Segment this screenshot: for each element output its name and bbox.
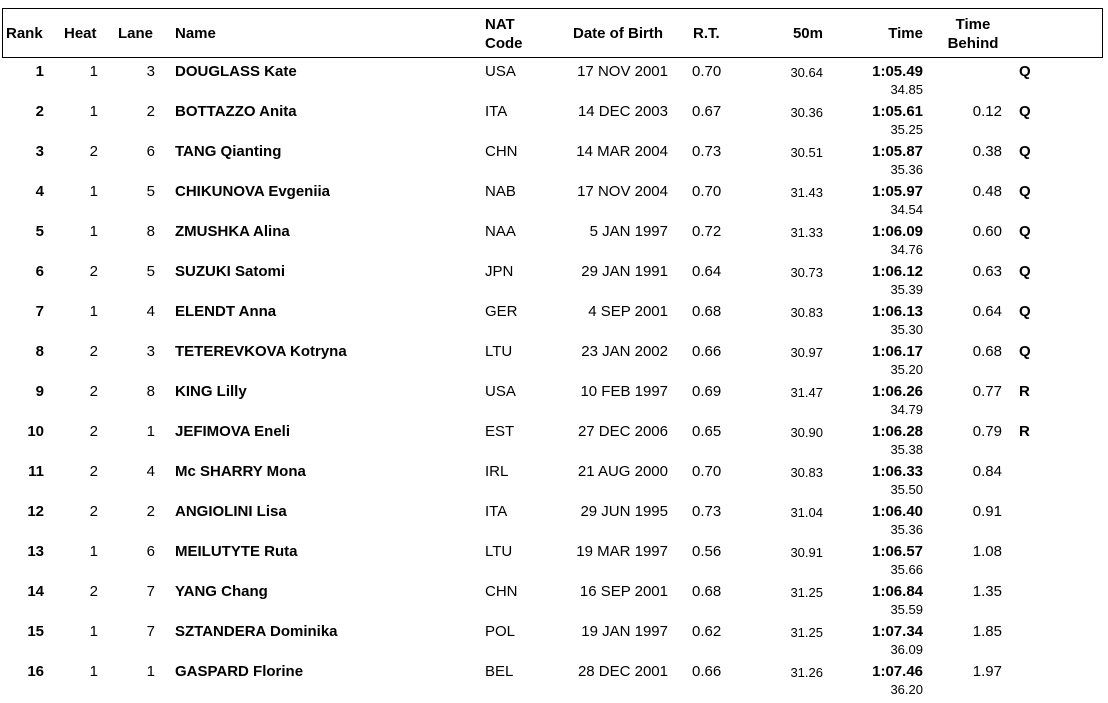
reaction-time: 0.70	[692, 463, 722, 480]
table-row	[0, 300, 1108, 340]
nat-code: IRL	[485, 463, 509, 480]
date-of-birth: 19 MAR 1997	[576, 543, 668, 560]
heat-cell: 2	[89, 503, 98, 520]
table-row	[0, 620, 1108, 660]
time-behind: 1.35	[972, 583, 1002, 600]
athlete-name: ELENDT Anna	[175, 303, 277, 320]
rank-cell: 10	[27, 423, 44, 440]
rank-cell: 3	[35, 143, 44, 160]
split-100m: 35.50	[890, 482, 923, 497]
reaction-time: 0.65	[692, 423, 722, 440]
table-row	[0, 180, 1108, 220]
split-100m: 35.25	[890, 122, 923, 137]
athlete-name: SUZUKI Satomi	[175, 263, 286, 280]
qualification-mark: Q	[1019, 103, 1031, 120]
date-of-birth: 23 JAN 2002	[581, 343, 668, 360]
time-behind: 0.48	[972, 183, 1002, 200]
rank-cell: 15	[27, 623, 44, 640]
nat-code: JPN	[485, 263, 514, 280]
split-50m: 31.25	[790, 625, 823, 640]
rank-cell: 16	[27, 663, 44, 680]
final-time: 1:06.84	[872, 583, 923, 600]
athlete-name: MEILUTYTE Ruta	[175, 543, 298, 560]
final-time: 1:06.57	[872, 543, 923, 560]
heat-cell: 2	[89, 343, 98, 360]
reaction-time: 0.56	[692, 543, 722, 560]
rank-cell: 5	[35, 223, 44, 240]
lane-cell: 8	[146, 383, 155, 400]
split-100m: 34.79	[890, 402, 923, 417]
heat-cell: 1	[89, 303, 98, 320]
heat-cell: 2	[89, 143, 98, 160]
reaction-time: 0.67	[692, 103, 722, 120]
final-time: 1:06.26	[872, 383, 923, 400]
table-row	[0, 220, 1108, 260]
table-row	[0, 460, 1108, 500]
split-100m: 36.20	[890, 682, 923, 697]
lane-cell: 7	[146, 583, 155, 600]
header-behind-line2: Behind	[947, 35, 999, 52]
nat-code: USA	[485, 63, 516, 80]
header-name: Name	[175, 25, 216, 42]
date-of-birth: 17 NOV 2001	[577, 63, 668, 80]
split-50m: 30.91	[790, 545, 823, 560]
date-of-birth: 19 JAN 1997	[581, 623, 668, 640]
nat-code: NAA	[485, 223, 516, 240]
final-time: 1:05.61	[872, 103, 923, 120]
split-100m: 35.36	[890, 162, 923, 177]
nat-code: ITA	[485, 503, 508, 520]
time-behind: 0.84	[972, 463, 1002, 480]
heat-cell: 2	[89, 423, 98, 440]
date-of-birth: 29 JUN 1995	[580, 503, 668, 520]
split-50m: 31.25	[790, 585, 823, 600]
split-50m: 31.33	[790, 225, 823, 240]
date-of-birth: 21 AUG 2000	[577, 463, 668, 480]
reaction-time: 0.70	[692, 63, 722, 80]
table-row	[0, 500, 1108, 540]
table-row	[0, 420, 1108, 460]
time-behind: 0.77	[972, 383, 1002, 400]
rank-cell: 14	[27, 583, 44, 600]
nat-code: CHN	[485, 143, 518, 160]
table-row	[0, 260, 1108, 300]
time-behind: 1.97	[972, 663, 1002, 680]
split-100m: 34.76	[890, 242, 923, 257]
header-time: Time	[888, 25, 923, 42]
heat-cell: 2	[89, 583, 98, 600]
lane-cell: 4	[146, 303, 155, 320]
time-behind: 0.91	[972, 503, 1002, 520]
reaction-time: 0.69	[692, 383, 722, 400]
final-time: 1:05.87	[872, 143, 923, 160]
nat-code: GER	[485, 303, 518, 320]
final-time: 1:06.40	[872, 503, 923, 520]
split-100m: 35.38	[890, 442, 923, 457]
final-time: 1:06.33	[872, 463, 923, 480]
reaction-time: 0.73	[692, 143, 722, 160]
heat-cell: 1	[89, 223, 98, 240]
reaction-time: 0.72	[692, 223, 722, 240]
reaction-time: 0.68	[692, 583, 722, 600]
athlete-name: BOTTAZZO Anita	[175, 103, 297, 120]
time-behind: 0.79	[972, 423, 1002, 440]
heat-cell: 2	[89, 383, 98, 400]
header-lane: Lane	[118, 25, 154, 42]
heat-cell: 1	[89, 623, 98, 640]
lane-cell: 8	[146, 223, 155, 240]
date-of-birth: 17 NOV 2004	[577, 183, 668, 200]
time-behind: 0.38	[972, 143, 1002, 160]
split-100m: 35.20	[890, 362, 923, 377]
table-row	[0, 660, 1108, 700]
athlete-name: SZTANDERA Dominika	[175, 623, 338, 640]
reaction-time: 0.64	[692, 263, 722, 280]
date-of-birth: 4 SEP 2001	[588, 303, 668, 320]
lane-cell: 5	[146, 183, 155, 200]
lane-cell: 6	[146, 543, 155, 560]
table-row	[0, 580, 1108, 620]
header-rank: Rank	[6, 25, 43, 42]
qualification-mark: Q	[1019, 223, 1031, 240]
qualification-mark: Q	[1019, 343, 1031, 360]
rank-cell: 13	[27, 543, 44, 560]
reaction-time: 0.66	[692, 343, 722, 360]
lane-cell: 3	[146, 63, 155, 80]
athlete-name: ANGIOLINI Lisa	[175, 503, 287, 520]
split-100m: 35.59	[890, 602, 923, 617]
rank-cell: 6	[35, 263, 44, 280]
table-row	[0, 540, 1108, 580]
header-behind-line1: Time	[955, 16, 991, 33]
final-time: 1:06.17	[872, 343, 923, 360]
split-50m: 31.26	[790, 665, 823, 680]
lane-cell: 2	[146, 103, 155, 120]
nat-code: CHN	[485, 583, 518, 600]
nat-code: POL	[485, 623, 516, 640]
qualification-mark: Q	[1019, 183, 1031, 200]
final-time: 1:05.97	[872, 183, 923, 200]
table-row	[0, 100, 1108, 140]
date-of-birth: 28 DEC 2001	[577, 663, 668, 680]
final-time: 1:07.34	[872, 623, 923, 640]
athlete-name: KING Lilly	[175, 383, 247, 400]
qualification-mark: Q	[1019, 63, 1031, 80]
lane-cell: 7	[146, 623, 155, 640]
time-behind: 0.68	[972, 343, 1002, 360]
split-100m: 35.30	[890, 322, 923, 337]
rank-cell: 2	[35, 103, 44, 120]
split-100m: 36.09	[890, 642, 923, 657]
time-behind: 0.60	[972, 223, 1002, 240]
table-row	[0, 140, 1108, 180]
heat-cell: 1	[89, 663, 98, 680]
heat-cell: 1	[89, 543, 98, 560]
time-behind: 0.12	[972, 103, 1002, 120]
results-table	[0, 60, 1108, 700]
lane-cell: 3	[146, 343, 155, 360]
split-50m: 31.47	[790, 385, 823, 400]
nat-code: LTU	[485, 343, 513, 360]
lane-cell: 2	[146, 503, 155, 520]
rank-cell: 11	[28, 463, 44, 480]
athlete-name: CHIKUNOVA Evgeniia	[175, 183, 331, 200]
split-100m: 34.54	[890, 202, 923, 217]
final-time: 1:06.12	[872, 263, 923, 280]
reaction-time: 0.62	[692, 623, 722, 640]
athlete-name: DOUGLASS Kate	[175, 63, 297, 80]
date-of-birth: 16 SEP 2001	[579, 583, 668, 600]
athlete-name: YANG Chang	[175, 583, 268, 600]
date-of-birth: 10 FEB 1997	[580, 383, 668, 400]
heat-cell: 1	[89, 183, 98, 200]
split-50m: 30.73	[790, 265, 823, 280]
athlete-name: TANG Qianting	[175, 143, 282, 160]
athlete-name: ZMUSHKA Alina	[175, 223, 290, 240]
rank-cell: 12	[27, 503, 44, 520]
athlete-name: GASPARD Florine	[175, 663, 304, 680]
heat-cell: 1	[89, 63, 98, 80]
final-time: 1:05.49	[872, 63, 923, 80]
table-row	[0, 380, 1108, 420]
split-100m: 34.85	[890, 82, 923, 97]
nat-code: USA	[485, 383, 516, 400]
split-100m: 35.66	[890, 562, 923, 577]
header-dob: Date of Birth	[573, 25, 663, 42]
qualification-mark: Q	[1019, 303, 1031, 320]
results-header	[2, 8, 1103, 58]
split-50m: 31.04	[790, 505, 823, 520]
split-50m: 31.43	[790, 185, 823, 200]
header-nat-line1: NAT	[485, 16, 515, 33]
reaction-time: 0.68	[692, 303, 722, 320]
date-of-birth: 5 JAN 1997	[589, 223, 668, 240]
date-of-birth: 14 MAR 2004	[576, 143, 668, 160]
heat-cell: 1	[89, 103, 98, 120]
header-nat-line2: Code	[485, 35, 523, 52]
nat-code: BEL	[485, 663, 514, 680]
lane-cell: 1	[146, 663, 155, 680]
qualification-mark: R	[1019, 423, 1030, 440]
split-100m: 35.36	[890, 522, 923, 537]
reaction-time: 0.66	[692, 663, 722, 680]
time-behind: 1.08	[972, 543, 1002, 560]
rank-cell: 7	[35, 303, 44, 320]
split-50m: 30.90	[790, 425, 823, 440]
athlete-name: Mc SHARRY Mona	[175, 463, 306, 480]
table-row	[0, 60, 1108, 100]
reaction-time: 0.73	[692, 503, 722, 520]
split-50m: 30.83	[790, 465, 823, 480]
nat-code: NAB	[485, 183, 516, 200]
rank-cell: 9	[35, 383, 44, 400]
header-rt: R.T.	[693, 25, 720, 42]
final-time: 1:06.09	[872, 223, 923, 240]
athlete-name: TETEREVKOVA Kotryna	[175, 343, 347, 360]
nat-code: ITA	[485, 103, 508, 120]
date-of-birth: 29 JAN 1991	[581, 263, 668, 280]
rank-cell: 8	[35, 343, 44, 360]
final-time: 1:06.13	[872, 303, 923, 320]
split-100m: 35.39	[890, 282, 923, 297]
split-50m: 30.64	[790, 65, 823, 80]
header-heat: Heat	[64, 25, 97, 42]
time-behind: 0.64	[972, 303, 1002, 320]
qualification-mark: R	[1019, 383, 1030, 400]
heat-cell: 2	[89, 463, 98, 480]
qualification-mark: Q	[1019, 263, 1031, 280]
split-50m: 30.97	[790, 345, 823, 360]
qualification-mark: Q	[1019, 143, 1031, 160]
split-50m: 30.83	[790, 305, 823, 320]
reaction-time: 0.70	[692, 183, 722, 200]
final-time: 1:06.28	[872, 423, 923, 440]
time-behind: 0.63	[972, 263, 1002, 280]
athlete-name: JEFIMOVA Eneli	[175, 423, 291, 440]
header-50m: 50m	[792, 25, 823, 42]
nat-code: EST	[485, 423, 515, 440]
nat-code: LTU	[485, 543, 513, 560]
date-of-birth: 14 DEC 2003	[577, 103, 668, 120]
split-50m: 30.51	[790, 145, 823, 160]
rank-cell: 4	[35, 183, 44, 200]
lane-cell: 5	[146, 263, 155, 280]
lane-cell: 6	[146, 143, 155, 160]
date-of-birth: 27 DEC 2006	[577, 423, 668, 440]
heat-cell: 2	[89, 263, 98, 280]
rank-cell: 1	[35, 63, 44, 80]
lane-cell: 4	[146, 463, 155, 480]
lane-cell: 1	[146, 423, 155, 440]
final-time: 1:07.46	[872, 663, 923, 680]
time-behind: 1.85	[972, 623, 1002, 640]
split-50m: 30.36	[790, 105, 823, 120]
table-row	[0, 340, 1108, 380]
